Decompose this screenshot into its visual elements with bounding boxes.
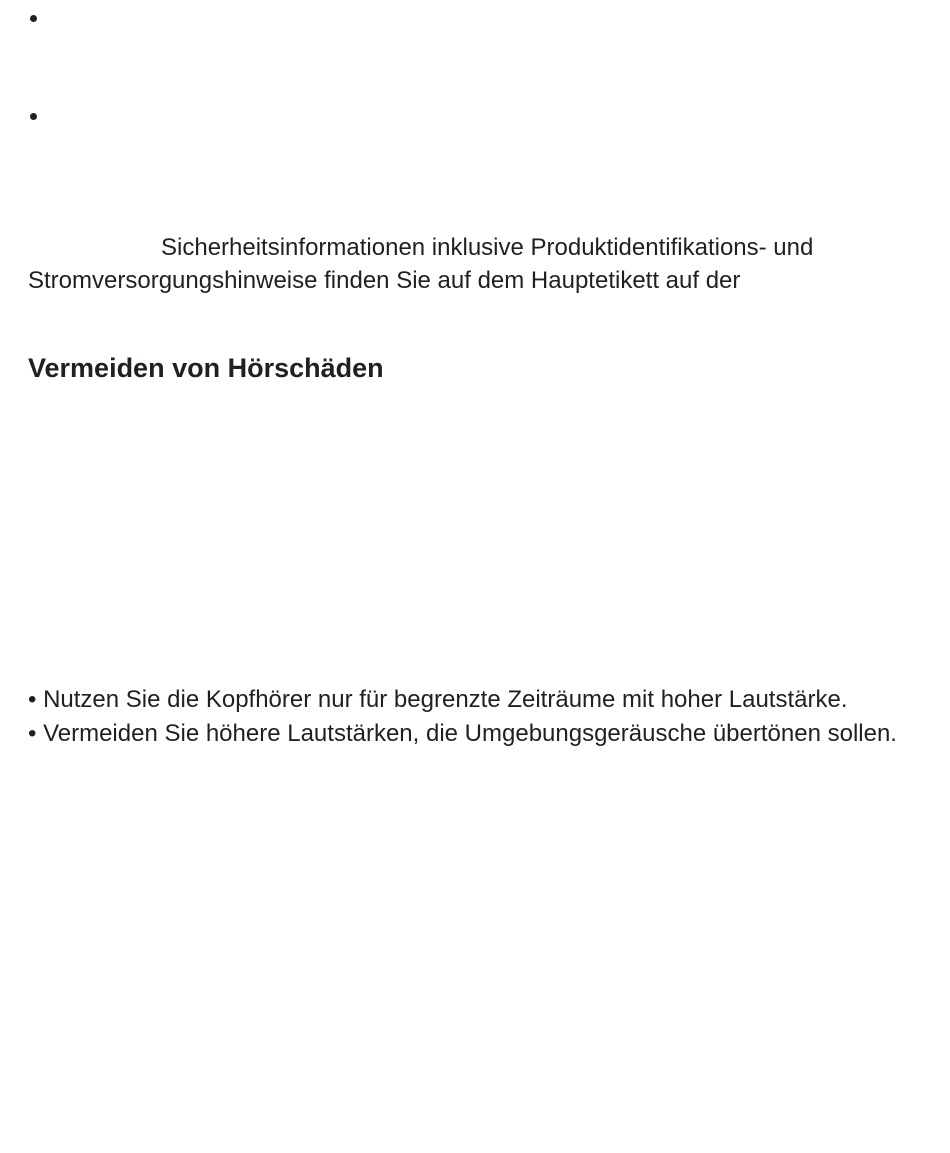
bullet-dot [30,15,37,22]
section-heading: Vermeiden von Hörschäden [28,353,384,383]
paragraph-line-1 [28,231,928,264]
paragraph-line-1-text: Sicherheitsinformationen inklusive Produktidentifikations- und [161,234,814,261]
hearing-protection-list [28,683,897,751]
safety-info-paragraph [28,231,928,297]
list-item: • Nutzen Sie die Kopfhörer nur für begrenzte Zeiträume mit hoher Lautstärke. [28,686,848,713]
bullet-dot [30,113,37,120]
list-item: • Vermeiden Sie höhere Lautstärken, die Umgebungsgeräusche übertönen sollen. [28,720,897,747]
paragraph-line-2: Stromversorgungshinweise finden Sie auf dem Hauptetikett auf der [28,267,741,294]
